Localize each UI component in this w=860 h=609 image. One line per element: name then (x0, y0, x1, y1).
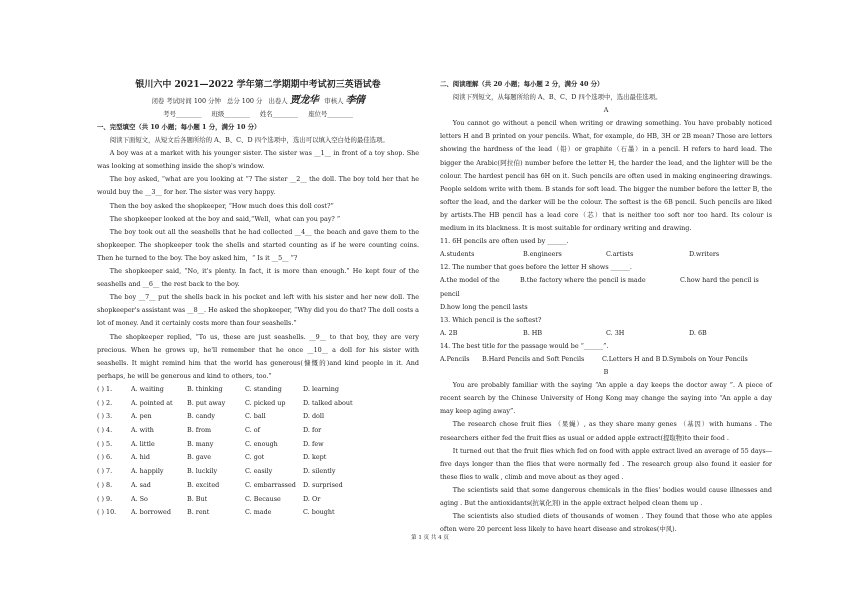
option-number: ( ) 4. (97, 425, 113, 434)
option-choice[interactable]: A. with (131, 425, 154, 434)
student-info-fields: 考号________ 班级________ 姓名________ 座位号________ (163, 110, 353, 118)
author-signature: 贾龙华 (289, 95, 319, 106)
option-choice[interactable]: D. surprised (303, 480, 343, 489)
option-number: ( ) 10. (97, 508, 117, 517)
answer-choice[interactable]: B.the factory where the pencil is made (520, 276, 646, 285)
cloze-paragraph: The shopkeeper replied, “To us, these are just seashells. __9__ to that boy, they are very precious. When he grows up, he'll remember that he once __10__ a doll for his sister with seashells. It might remind him that the world has generous(慷慨的)and kind people in it. And perhaps, he will be generous and kind to others, too.” (97, 332, 419, 380)
option-choice[interactable]: D. Or (303, 494, 321, 503)
page-footer: 第 1 页 共 4 页 (411, 535, 449, 541)
option-choice[interactable]: B. rent (187, 508, 210, 517)
question-options (440, 274, 772, 313)
section1-heading: 一、完型填空（共 10 小题；每小题 1 分，满分 10 分） (97, 123, 261, 131)
option-row (97, 410, 419, 424)
option-number: ( ) 8. (97, 480, 113, 489)
question-stem: 14. The best title for the passage would be “______”. (440, 341, 609, 350)
option-choice[interactable]: B. put away (187, 398, 226, 407)
answer-choice[interactable]: D. 6B (689, 328, 707, 337)
option-choice[interactable]: C. made (245, 508, 272, 517)
answer-choice[interactable]: A. 2B (440, 328, 458, 337)
section2-instruction: 阅读下列短文，从每题所给的 A、B、C、D 四个选项中，选出最佳选项。 (452, 93, 662, 102)
option-choice[interactable]: D. doll (303, 412, 324, 421)
option-choice[interactable]: C. ball (245, 412, 266, 421)
option-choice[interactable]: B. But (187, 494, 208, 503)
option-choice[interactable]: B. from (187, 425, 212, 434)
option-choice[interactable]: C. bought (303, 508, 335, 517)
answer-choice[interactable]: B.engineers (523, 250, 562, 259)
option-number: ( ) 5. (97, 439, 113, 448)
section1-instruction: 阅读下面短文，从短文后各题所给的 A、B、C、D 四个选项中，选出可以填入空白处的最佳选项。 (109, 136, 389, 145)
cloze-paragraph: Then the boy asked the shopkeeper, “How much does this doll cost?” (109, 201, 334, 210)
option-choice[interactable]: C. picked up (245, 398, 286, 407)
option-choice[interactable]: D. few (303, 439, 324, 448)
answer-choice[interactable]: D.writers (689, 250, 720, 259)
exam-time: 闭卷 考试时间 100 分钟 (151, 97, 221, 105)
passage-b-paragraph: It turned out that the fruit flies which fed on food with apple extract lived an average of 55 days—five days longer than the flies that were normally fed . The research group also found it easier for these flies to walk , climb and move about as they aged . (440, 446, 772, 481)
right-column (440, 78, 772, 536)
answer-choice[interactable]: D.Symbols on Your Pencils (662, 354, 748, 363)
option-choice[interactable]: C. got (245, 453, 265, 462)
answer-choice[interactable]: C.how hard the pencil is (680, 276, 759, 285)
passage-b-paragraph: The scientists also studied diets of thousands of women . They found that those who ate apples often were 20 percent less likely to have heart disease and strokes(中风). (440, 512, 772, 534)
option-number: ( ) 2. (97, 398, 113, 407)
author-label: 出卷人 (268, 97, 288, 105)
answer-choice[interactable]: C. 3H (606, 328, 625, 337)
answer-choice[interactable]: A.Pencils (440, 354, 470, 363)
option-row (97, 465, 419, 479)
cloze-paragraph: The shopkeeper looked at the boy and said,“Well，what can you pay? ” (109, 214, 341, 223)
option-number: ( ) 3. (97, 412, 113, 421)
option-choice[interactable]: C. easily (245, 467, 273, 476)
option-row (97, 424, 419, 438)
answer-choice[interactable]: C.artists (606, 250, 634, 259)
exam-meta (97, 94, 419, 108)
option-choice[interactable]: B. luckily (187, 467, 218, 476)
option-choice[interactable]: A. hid (131, 453, 150, 462)
option-row (97, 479, 419, 493)
left-column (97, 78, 419, 520)
option-number: ( ) 7. (97, 467, 113, 476)
option-choice[interactable]: A. pen (131, 412, 152, 421)
exam-score: 总分 100 分 (226, 97, 263, 105)
answer-choice[interactable]: D.how long the pencil lasts (440, 302, 528, 311)
reviewer-signature: 李倩 (345, 95, 365, 106)
passage-a-label: A (603, 106, 609, 115)
option-choice[interactable]: B. thinking (187, 384, 223, 393)
question-stem: 13. Which pencil is the softest? (440, 315, 542, 324)
answer-choice[interactable]: C.Letters H and B (602, 354, 661, 363)
option-row (97, 506, 419, 520)
option-row (97, 451, 419, 465)
passage-a-text: You cannot go without a pencil when writing or drawing something. You have probably noticed letters H and B printed on your pencils. What, for example, do HB, 3H or 2B mean? Those are letters showing the hardness of the lead（铅）or graphite（石墨）in a pencil. H refers to hard lead. The bigger the Arabic(阿拉伯) number before the letter H, the harder the lead, and the lighter will be the colour. The hardest pencil has 6H on it. Such pencils are often used in making engineering drawings. People seldom write with them. B stands for soft lead. The bigger the number before the letter B, the softer the lead, and the darker will be the colour. The softest is the 6B pencil. Such pencils are liked by artists.The HB pencil has a lead core（芯）that is neither too soft nor too hard. Its colour is medium in its blackness. It is most suitable for ordinary writing and drawing. (440, 119, 772, 233)
option-number: ( ) 1. (97, 384, 113, 393)
exam-title: 银川六中 2021—2022 学年第二学期期中考试初三英语试卷 (135, 80, 381, 90)
option-choice[interactable]: D. talked about (303, 398, 353, 407)
section2-heading: 二、阅读理解（共 20 小题；每小题 2 分，满分 40 分） (440, 80, 604, 88)
option-choice[interactable]: C. enough (245, 439, 278, 448)
option-number: ( ) 9. (97, 494, 113, 503)
question-stem: 11. 6H pencils are often used by ______. (440, 237, 569, 246)
passage-b-label: B (603, 368, 609, 377)
answer-choice[interactable]: B. HB (523, 328, 543, 337)
question-options (440, 353, 772, 366)
cloze-paragraph: The boy __7__ put the shells back in his pocket and left with his sister and her new doll. The shopkeeper's assistant was __8__. He asked the shopkeeper, “Why did you do that? The doll costs a lot of money. And it certainly costs more than four seashells.” (97, 293, 419, 328)
question-options (440, 248, 772, 261)
option-choice[interactable]: C. standing (245, 384, 282, 393)
option-choice[interactable]: B. excited (187, 480, 220, 489)
cloze-paragraph: The boy took out all the seashells that he had collected __4__ the beach and gave them to the shopkeeper. The shopkeeper took the shells and started counting as if he were counting coins. Then he turned to the boy. The boy asked him，“ Is it __5__ ”? (97, 227, 419, 262)
answer-choice[interactable]: A.students (440, 250, 475, 259)
option-number: ( ) 6. (97, 453, 113, 462)
option-choice[interactable]: C. of (245, 425, 260, 434)
option-choice[interactable]: B. many (187, 439, 214, 448)
passage-b-paragraph: The research chose fruit flies （果蝇）, as they share many genes （基因）with humans . The researchers either fed the fruit flies as usual or added apple extract(提取物)to their food . (440, 420, 772, 442)
option-choice[interactable]: A. happily (131, 467, 164, 476)
passage-b-paragraph: You are probably familiar with the saying “An apple a day keeps the doctor away ”. A piece of recent search by the Chinese University of Hong Kong may change the saying into “An apple a day may keep aging away”. (440, 381, 772, 416)
option-choice[interactable]: C. Because (245, 494, 281, 503)
option-choice[interactable]: A. pointed at (131, 398, 173, 407)
answer-choice[interactable]: A.the model of the pencil (440, 276, 500, 298)
question-options (440, 327, 772, 340)
option-choice[interactable]: C. embarrassed (245, 480, 296, 489)
cloze-paragraph: A boy was at a market with his younger sister. The sister was __1__ in front of a toy shop. She was looking at something inside the shop's window. (97, 149, 419, 171)
cloze-paragraph: The shopkeeper said, “No, it's plenty. In fact, it is more than enough.” He kept four of the seashells and __6__ the rest back to the boy. (97, 267, 419, 289)
option-row (97, 383, 419, 397)
cloze-options-table (97, 383, 419, 520)
passage-b-paragraph: The scientists said that some dangerous chemicals in the flies' bodies would cause illnesses and aging . But the antioxidants(抗氧化剂) in the apple extract helped clean them up . (440, 485, 772, 507)
option-choice[interactable]: A. waiting (131, 384, 164, 393)
option-row (97, 397, 419, 411)
option-choice[interactable]: D. for (303, 425, 322, 434)
option-choice[interactable]: A. sad (131, 480, 151, 489)
answer-choice[interactable]: B.Hard Pencils and Soft Pencils (482, 354, 585, 363)
question-stem: 12. The number that goes before the letter H shows ______. (440, 263, 632, 272)
option-choice[interactable]: B. gave (187, 453, 212, 462)
option-choice[interactable]: B. candy (187, 412, 215, 421)
option-choice[interactable]: A. little (131, 439, 155, 448)
option-choice[interactable]: A. So (131, 494, 148, 503)
option-choice[interactable]: D. kept (303, 453, 327, 462)
reviewer-label: 审核人 (324, 97, 344, 105)
option-choice[interactable]: D. silently (303, 467, 336, 476)
option-choice[interactable]: D. learning (303, 384, 340, 393)
option-row (97, 493, 419, 507)
option-row (97, 438, 419, 452)
cloze-paragraph: The boy asked, “what are you looking at ”? The sister __2__ the doll. The boy told her that he would buy the __3__ for her. The sister was very happy. (97, 175, 419, 197)
question-list (440, 235, 772, 366)
option-choice[interactable]: A. borrowed (131, 508, 171, 517)
